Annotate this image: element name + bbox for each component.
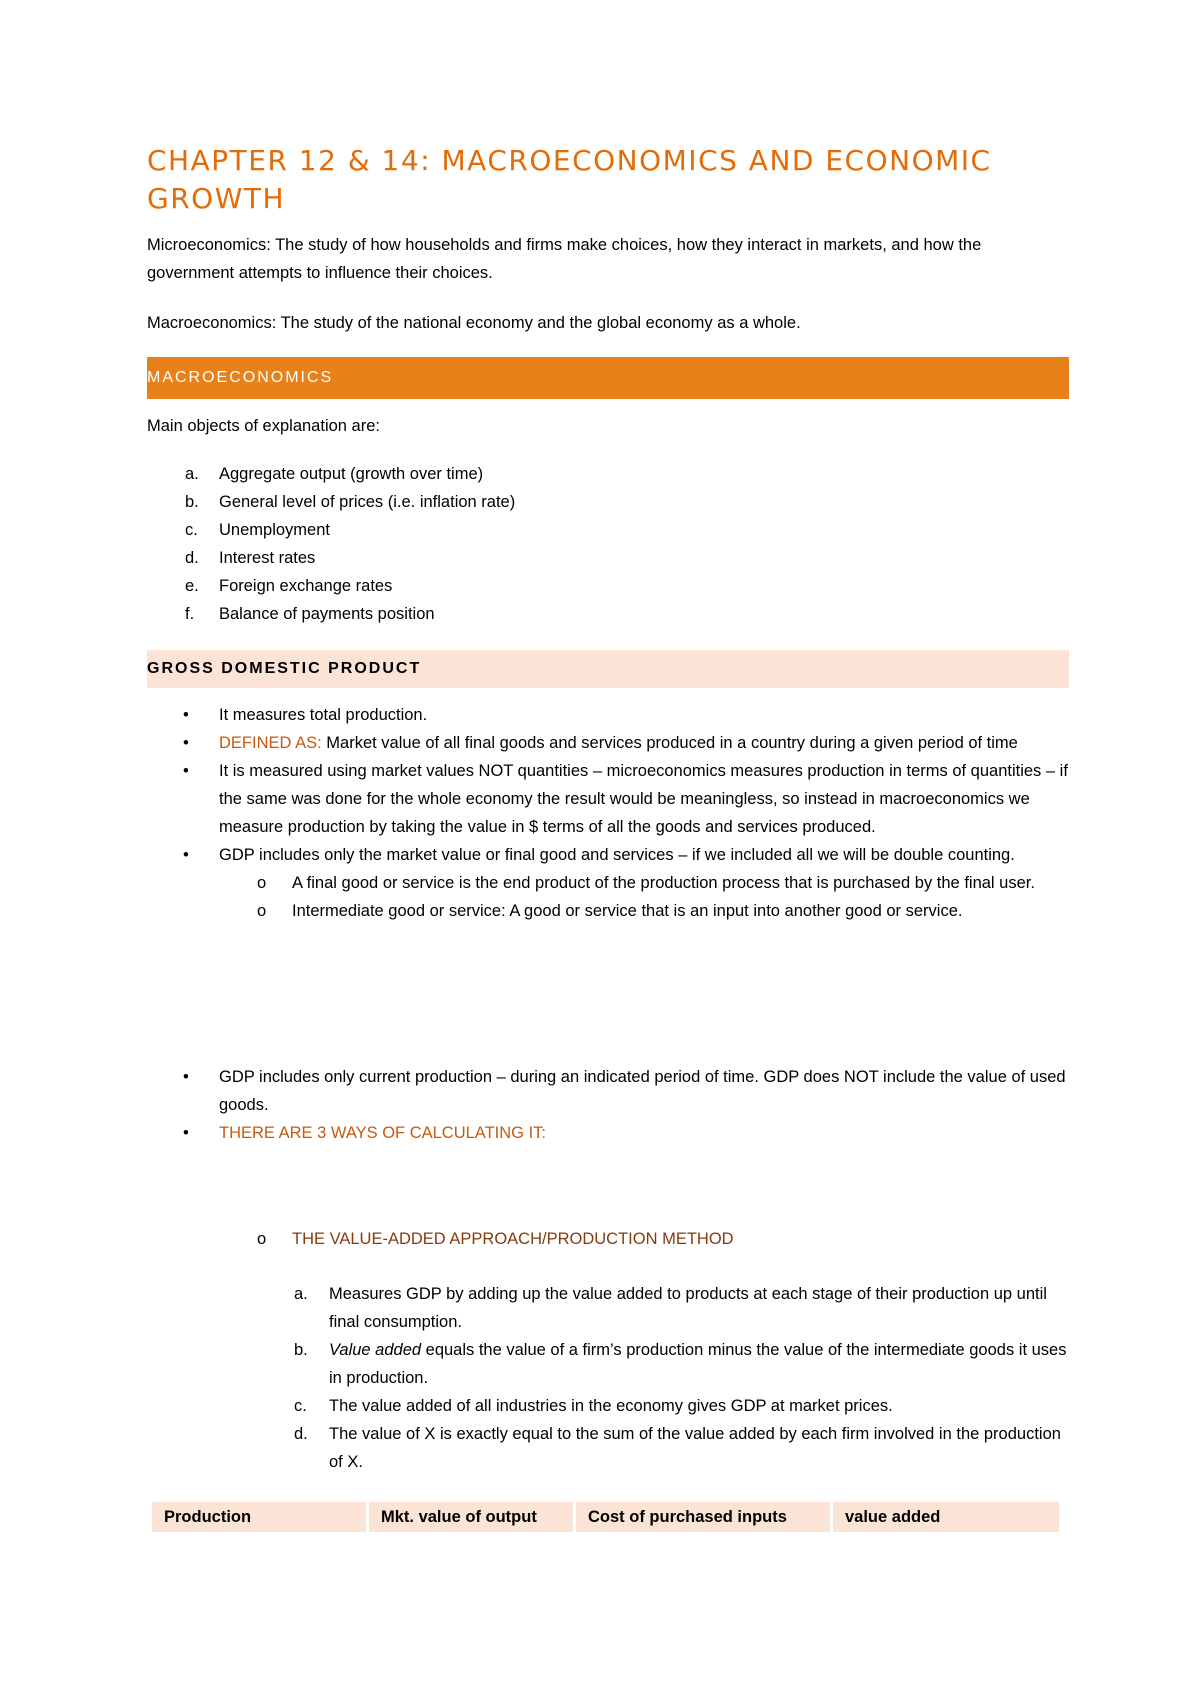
list-item-text: equals the value of a firm’s production minus the value of the intermediate goods it uses in production.: [329, 1341, 1067, 1387]
objects-intro: Main objects of explanation are:: [147, 417, 380, 435]
bullet-text: THERE ARE 3 WAYS OF CALCULATING IT:: [219, 1124, 547, 1142]
list-item: [147, 1420, 1069, 1476]
list-item-text: Unemployment: [219, 521, 330, 539]
bullet-item: [147, 1119, 1069, 1147]
gdp-bullet-list-2: [147, 1063, 1069, 1147]
bullet-item: [147, 757, 1069, 841]
bullet-icon: •: [183, 706, 189, 724]
list-marker: e.: [185, 577, 199, 595]
bullet-item: [147, 841, 1069, 869]
bullet-label: DEFINED AS:: [219, 734, 322, 752]
list-marker: c.: [294, 1397, 307, 1415]
bullet-text: Market value of all final goods and services produced in a country during a given period of time: [321, 734, 1018, 752]
list-item-text: Measures GDP by adding up the value added to products at each stage of their production up until final consumption.: [329, 1285, 1047, 1331]
bullet-text: It is measured using market values NOT quantities – microeconomics measures production in terms of quantities – if the same was done for the whole economy the result would be meaningless, so instead in macroeconomics we measure production by taking the value in $ terms of all the goods and services produced.: [219, 762, 1068, 836]
list-item: [147, 488, 1069, 516]
table-header-cell: Production: [152, 1502, 369, 1532]
bullet-text: GDP includes only current production – during an indicated period of time. GDP does NOT include the value of used goods.: [219, 1068, 1066, 1114]
list-marker: a.: [294, 1285, 308, 1303]
microeconomics-definition: Microeconomics: The study of how households and firms make choices, how they interact in markets, and how the government attempts to influence their choices.: [147, 236, 982, 282]
method-heading: THE VALUE-ADDED APPROACH/PRODUCTION METHOD: [292, 1230, 734, 1248]
macroeconomics-definition: Macroeconomics: The study of the national economy and the global economy as a whole.: [147, 314, 801, 332]
section-heading-macroeconomics: [147, 357, 1069, 399]
table-header-row: [152, 1502, 1059, 1532]
table-header-cell: Cost of purchased inputs: [576, 1502, 833, 1532]
sub-bullet-text: Intermediate good or service: A good or service that is an input into another good or service.: [292, 902, 963, 920]
bullet-item: [147, 729, 1069, 757]
objects-list: [147, 460, 1069, 628]
section-heading-text: GROSS DOMESTIC PRODUCT: [147, 660, 422, 677]
list-item-text: Foreign exchange rates: [219, 577, 393, 595]
sub-bullet-item: [147, 869, 1069, 897]
bullet-icon: •: [183, 1124, 189, 1142]
list-marker: d.: [294, 1425, 308, 1443]
list-item-text: General level of prices (i.e. inflation rate): [219, 493, 516, 511]
list-item: [147, 1280, 1069, 1336]
table-header-cell: Mkt. value of output: [369, 1502, 576, 1532]
bullet-text: It measures total production.: [219, 706, 428, 724]
bullet-item: [147, 701, 1069, 729]
list-item-emphasis: Value added: [329, 1341, 422, 1359]
method-list: [147, 1280, 1069, 1476]
list-item-text: Interest rates: [219, 549, 316, 567]
list-item: [147, 1392, 1069, 1420]
list-item: [147, 460, 1069, 488]
list-marker: b.: [294, 1341, 308, 1359]
list-item-text: Balance of payments position: [219, 605, 435, 623]
list-marker: c.: [185, 521, 198, 539]
list-item: [147, 572, 1069, 600]
bullet-item: [147, 1063, 1069, 1119]
bullet-icon: •: [183, 734, 189, 752]
list-item-text: The value of X is exactly equal to the sum of the value added by each firm involved in the production of X.: [329, 1425, 1061, 1471]
production-table: [152, 1502, 1059, 1532]
bullet-text: GDP includes only the market value or final good and services – if we included all we will be double counting.: [219, 846, 1015, 864]
sub-bullet-marker: o: [257, 902, 267, 920]
section-heading-gdp: [147, 650, 1069, 688]
chapter-title: CHAPTER 12 & 14: MACROECONOMICS AND ECONOMIC GROWTH: [147, 144, 992, 215]
list-marker: d.: [185, 549, 199, 567]
list-item-text: Aggregate output (growth over time): [219, 465, 484, 483]
bullet-icon: •: [183, 762, 189, 780]
sub-bullet-text: A final good or service is the end product of the production process that is purchased by the final user.: [292, 874, 1035, 892]
sub-bullet-marker: o: [257, 1230, 267, 1248]
table-header-cell: value added: [833, 1502, 1059, 1532]
list-marker: f.: [185, 605, 195, 623]
list-item: [147, 1336, 1069, 1392]
bullet-icon: •: [183, 1068, 189, 1086]
method-heading-row: [147, 1225, 1069, 1253]
list-marker: b.: [185, 493, 199, 511]
bullet-icon: •: [183, 846, 189, 864]
list-item-text: The value added of all industries in the economy gives GDP at market prices.: [329, 1397, 893, 1415]
list-item: [147, 516, 1069, 544]
list-marker: a.: [185, 465, 199, 483]
list-item: [147, 600, 1069, 628]
gdp-bullet-list: [147, 701, 1069, 925]
list-item: [147, 544, 1069, 572]
sub-bullet-item: [147, 897, 1069, 925]
sub-bullet-marker: o: [257, 874, 267, 892]
section-heading-text: MACROECONOMICS: [147, 369, 334, 386]
